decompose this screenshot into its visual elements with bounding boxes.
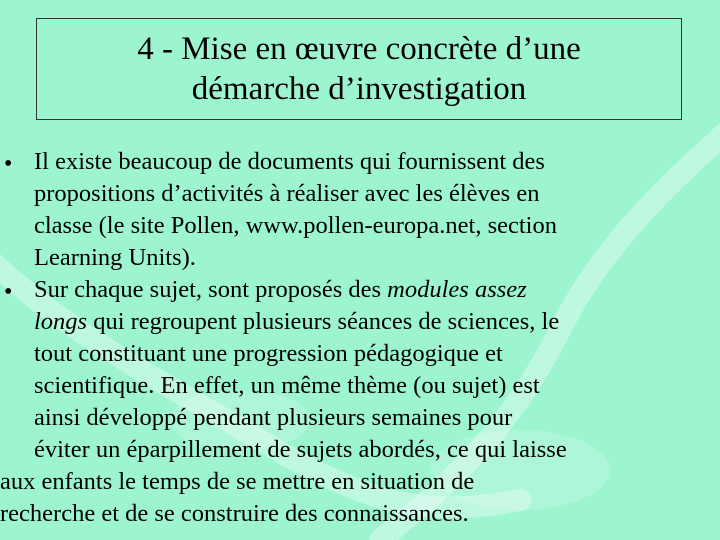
bullet-item-2: [0, 274, 720, 530]
bullet-1-line-4: Learning Units).: [34, 244, 196, 271]
bullet-2-line-6: éviter un éparpillement de sujets abordés, ce qui laisse: [34, 436, 567, 463]
bullet-1-line-1: Il existe beaucoup de documents qui fournissent des: [34, 148, 545, 175]
bullet-2-line-1-text: Sur chaque sujet, sont proposés des: [34, 276, 388, 303]
bullet-1-line-2: propositions d’activités à réaliser avec les élèves en: [34, 180, 540, 207]
slide-title-line-1: 4 - Mise en œuvre concrète d’une: [137, 31, 581, 67]
bullet-1-line-3: classe (le site Pollen, www.pollen-europa.net, section: [34, 212, 557, 239]
bullet-2-emphasis-2: longs: [34, 308, 88, 335]
bullet-2-line-2-text: qui regroupent plusieurs séances de sciences, le: [87, 308, 560, 335]
bullet-2-line-1: [34, 274, 720, 306]
slide-title-line-2: démarche d’investigation: [191, 71, 527, 107]
bullet-marker: •: [4, 151, 13, 177]
bullet-2-line-8: recherche et de se construire des connaissances.: [0, 500, 469, 527]
bullet-2-line-2: [34, 306, 720, 338]
bullet-2-line-5: ainsi développé pendant plusieurs semaines pour: [34, 404, 513, 431]
bullet-marker: •: [4, 279, 13, 305]
slide-title-box: [36, 18, 682, 120]
bullet-2-line-3: tout constituant une progression pédagogique et: [34, 340, 503, 367]
bullet-2-line-4: scientifique. En effet, un même thème (ou sujet) est: [34, 372, 540, 399]
slide-body: [0, 146, 720, 540]
bullet-2-line-7: aux enfants le temps de se mettre en situation de: [0, 468, 475, 495]
bullet-2-emphasis-1: modules assez: [387, 276, 527, 303]
bullet-item-1: [0, 146, 720, 274]
